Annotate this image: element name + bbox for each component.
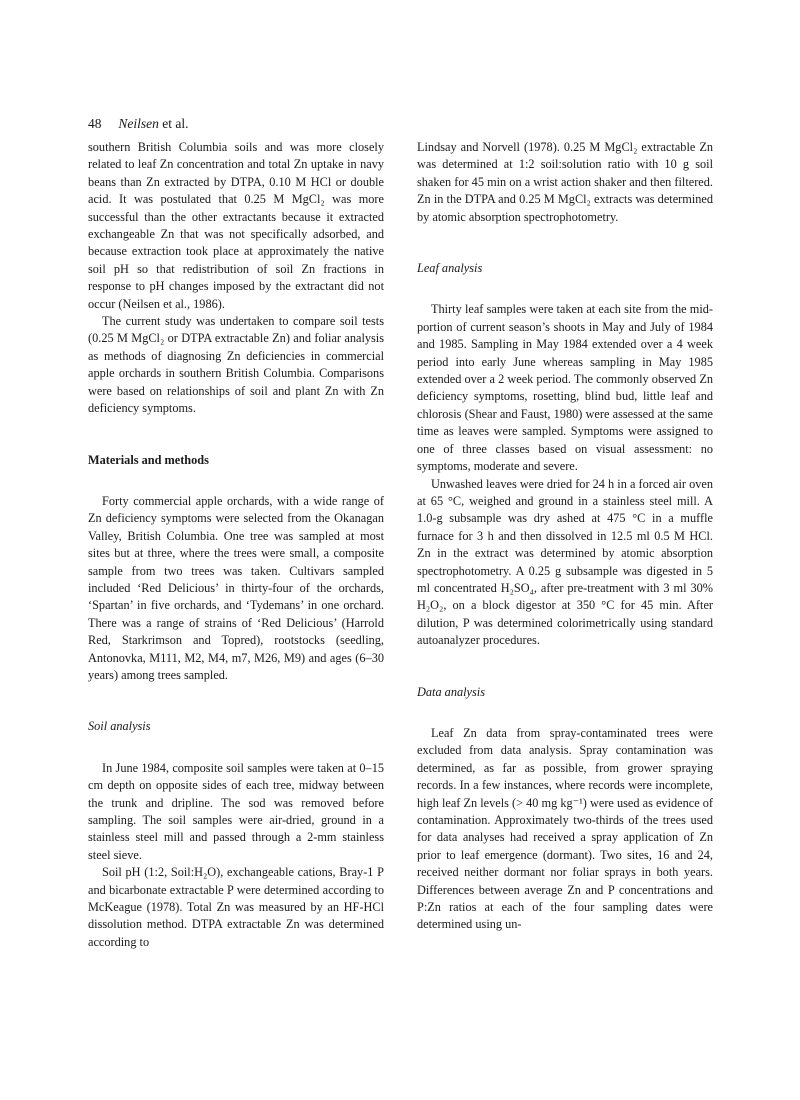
paragraph: Unwashed leaves were dried for 24 h in a forced air oven at 65 °C, weighed and ground in a stainless steel mill. A 1.0-g subsample was dry ashed at 475 °C in a muffle furnace for 3 h and then dissolved in 12.5 ml 0.5 M HCl. Zn in the extract was determined by atomic absorption spectrophotometry. A 0.25 g subsample was digested in 5 ml concentrated H₂SO₄, after pre-treatment with 3 ml 30% H₂O₂, on a block digestor at 350 °C for 45 min. After dilution, P was determined colorimetrically using standard autoanalyzer procedures.: [417, 476, 713, 648]
left-column: [88, 139, 384, 951]
subsection-heading-leaf: Leaf analysis: [417, 261, 483, 276]
running-header: [88, 116, 189, 132]
paragraph: Lindsay and Norvell (1978). 0.25 M MgCl₂ extractable Zn was determined at 1:2 soil:solution ratio with 10 g soil shaken for 45 min on a wrist action shaker and then filtered. Zn in the DTPA and 0.25 M MgCl₂ extracts was determined by atomic absorption spectrophotometry.: [417, 140, 713, 224]
paragraph: Forty commercial apple orchards, with a wide range of Zn deficiency symptoms were selected from the Okanagan Valley, British Columbia. One tree was sampled at most sites but at three, where the trees were small, a composite sample from two trees was taken. Cultivars sampled included ‘Red Delicious’ in thirty-four of the orchards, ‘Spartan’ in five orchards, and ‘Tydemans’ in one orchard. There was a range of strains of ‘Red Delicious’ (Harrold Red, Starkrimson and Topred), rootstocks (seedling, Antonovka, M111, M2, M4, m7, M26, M9) and ages (6–30 years) among trees sampled.: [88, 493, 384, 682]
page-number: 48: [88, 116, 102, 131]
paragraph: The current study was undertaken to compare soil tests (0.25 M MgCl₂ or DTPA extractable Zn) and foliar analysis as methods of diagnosing Zn deficiencies in commercial apple orchards in southern British Columbia. Comparisons were based on relationships of soil and plant Zn with Zn deficiency symptoms.: [88, 314, 384, 416]
subsection-heading-data: Data analysis: [417, 684, 485, 699]
paragraph: southern British Columbia soils and was more closely related to leaf Zn concentration and total Zn uptake in navy beans than Zn extracted by DTPA, 0.10 M HCl or double acid. It was postulated that 0.25 M MgCl₂ was more successful than the other extractants because it extracted exchangeable Zn that was not specifically adsorbed, and because extraction took place at approximately the native soil pH so that redistribution of soil Zn fractions in response to pH changes imposed by the extractant did not occur (Neilsen et al., 1986).: [88, 140, 384, 311]
running-author: Neilsen: [118, 116, 159, 131]
paragraph: In June 1984, composite soil samples were taken at 0–15 cm depth on opposite sides of each tree, midway between the trunk and dripline. The sod was removed before sampling. The soil samples were air-dried, ground in a stainless steel mill and passed through a 2-mm stainless steel sieve.: [88, 760, 384, 862]
paragraph: Thirty leaf samples were taken at each site from the mid-portion of current season’s shoots in May and July of 1984 and 1985. Sampling in May 1984 extended over a 4 week period into early June whereas sampling in May 1985 extended over a 2 week period. The commonly observed Zn deficiency symptoms, rosetting, blind bud, little leaf and chlorosis (Shear and Faust, 1980) were assessed at the same time as leaves were sampled. Symptoms were assigned to one of three classes based on visual assessment: no symptoms, moderate and severe.: [417, 302, 713, 474]
paragraph: Leaf Zn data from spray-contaminated trees were excluded from data analysis. Spray contamination was determined, as far as possible, from grower spraying records. In a few instances, where records were incomplete, high leaf Zn levels (> 40 mg kg⁻¹) were used as evidence of contamination. Approximately two-thirds of the trees used for data analyses had received a spray application of Zn prior to leaf emergence (dormant). Two sites, 16 and 24, received neither dormant nor foliar sprays in both years. Differences between average Zn and P concentrations and P:Zn ratios at each of the four sampling dates were determined using un-: [417, 725, 713, 932]
paragraph: Soil pH (1:2, Soil:H₂O), exchangeable cations, Bray-1 P and bicarbonate extractable P were determined according to McKeague (1978). Total Zn was measured by an HF-HCl dissolution method. DTPA extractable Zn was determined according to: [88, 865, 384, 949]
section-heading-methods: Materials and methods: [88, 452, 209, 467]
running-etal: et al.: [158, 116, 189, 131]
subsection-heading-soil: Soil analysis: [88, 719, 151, 734]
right-column: [417, 139, 713, 934]
